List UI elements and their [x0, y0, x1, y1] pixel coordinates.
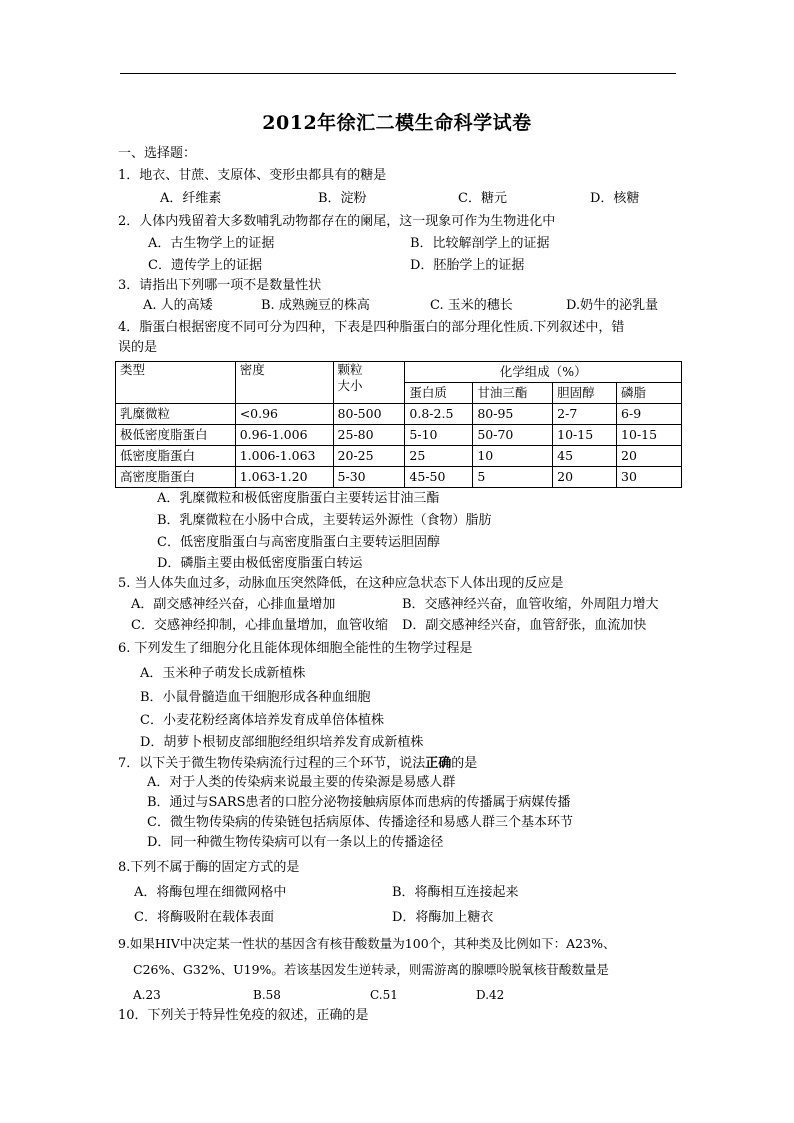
- q4-option-a[interactable]: A．乳糜微粒和极低密度脂蛋白主要转运甘油三酯: [157, 491, 440, 506]
- table-cell: 50-70: [473, 425, 553, 446]
- q1-stem: 1．地衣、甘蔗、支原体、变形虫都具有的糖是: [118, 168, 387, 183]
- header-cholesterol: 胆固醇: [553, 383, 617, 404]
- q2-option-d[interactable]: D．胚胎学上的证据: [410, 258, 525, 273]
- q3-option-d[interactable]: D.奶牛的泌乳量: [566, 298, 659, 313]
- q6-option-c[interactable]: C．小麦花粉经离体培养发育成单倍体植株: [140, 713, 384, 728]
- table-cell: 45-50: [405, 467, 473, 488]
- q7-option-c[interactable]: C．微生物传染病的传染链包括病原体、传播途径和易感人群三个基本环节: [147, 815, 573, 830]
- table-cell: 0.96-1.006: [235, 425, 333, 446]
- q8-option-b[interactable]: B．将酶相互连接起来: [392, 885, 519, 900]
- table-cell: 10-15: [617, 425, 682, 446]
- q7-option-d[interactable]: D．同一种微生物传染病可以有一条以上的传播途径: [147, 835, 444, 850]
- table-cell: 低密度脂蛋白: [116, 446, 236, 467]
- table-cell: 5-30: [333, 467, 405, 488]
- header-size-line1: 颗粒: [337, 362, 363, 377]
- page-title: 2012年徐汇二模生命科学试卷: [262, 112, 532, 134]
- q4-stem-line1: 4．脂蛋白根据密度不同可分为四种，下表是四种脂蛋白的部分理化性质.下列叙述中，错: [118, 320, 625, 335]
- table-cell: 80-95: [473, 404, 553, 425]
- section-heading: 一、选择题：: [118, 146, 197, 161]
- q8-option-d[interactable]: D．将酶加上糖衣: [392, 910, 494, 925]
- table-cell: 20-25: [333, 446, 405, 467]
- q5-option-c[interactable]: C．交感神经抑制，心排血量增加，血管收缩: [131, 618, 388, 633]
- table-cell: 25: [405, 446, 473, 467]
- header-density: 密度: [235, 362, 333, 404]
- q6-option-b[interactable]: B．小鼠骨髓造血干细胞形成各种血细胞: [140, 690, 371, 705]
- q3-stem: 3．请指出下列哪一项不是数量性状: [118, 278, 322, 293]
- table-cell: 6-9: [617, 404, 682, 425]
- q3-option-c[interactable]: C. 玉米的穗长: [430, 298, 513, 313]
- q2-option-a[interactable]: A．古生物学上的证据: [148, 236, 275, 251]
- table-cell: 极低密度脂蛋白: [116, 425, 236, 446]
- table-cell: 20: [617, 446, 682, 467]
- q9-option-d[interactable]: D.42: [476, 988, 505, 1002]
- table-row: [116, 425, 682, 446]
- q7-stem-part1: 7．以下关于微生物传染病流行过程的三个环节，说法: [118, 756, 426, 771]
- header-phospholipid: 磷脂: [617, 383, 682, 404]
- q4-option-d[interactable]: D．磷脂主要由极低密度脂蛋白转运: [157, 556, 363, 571]
- header-type: 类型: [116, 362, 236, 404]
- header-rule: [120, 73, 676, 74]
- table-row: [116, 467, 682, 488]
- q6-option-d[interactable]: D．胡萝卜根韧皮部细胞经组织培养发育成新植株: [140, 735, 424, 750]
- table-cell: 0.8-2.5: [405, 404, 473, 425]
- table-row: [116, 446, 682, 467]
- q3-option-a[interactable]: A. 人的高矮: [143, 298, 213, 313]
- header-protein: 蛋白质: [405, 383, 473, 404]
- q7-stem: [118, 756, 477, 772]
- q5-option-b[interactable]: B．交感神经兴奋，血管收缩，外周阻力增大: [402, 597, 659, 612]
- q5-stem: 5. 当人体失血过多，动脉血压突然降低，在这种应急状态下人体出现的反应是: [118, 576, 564, 591]
- table-cell: 25-80: [333, 425, 405, 446]
- table-cell: 1.006-1.063: [235, 446, 333, 467]
- q4-option-c[interactable]: C．低密度脂蛋白与高密度脂蛋白主要转运胆固醇: [157, 535, 440, 550]
- header-particle-size: [333, 362, 405, 404]
- q8-option-a[interactable]: A．将酶包埋在细微网格中: [134, 885, 287, 900]
- q9-option-c[interactable]: C.51: [370, 988, 398, 1002]
- table-cell: 5-10: [405, 425, 473, 446]
- table-cell: <0.96: [235, 404, 333, 425]
- q6-stem: 6. 下列发生了细胞分化且能体现体细胞全能性的生物学过程是: [118, 641, 473, 656]
- q9-option-a[interactable]: A.23: [133, 988, 161, 1002]
- table-row: [116, 404, 682, 425]
- q1-option-c[interactable]: C．糖元: [458, 191, 507, 206]
- table-cell: 30: [617, 467, 682, 488]
- lipoprotein-table: [115, 361, 682, 488]
- q4-stem-line2: 误的是: [118, 340, 158, 355]
- q8-option-c[interactable]: C．将酶吸附在载体表面: [134, 910, 274, 925]
- q10-stem: 10．下列关于特异性免疫的叙述，正确的是: [118, 1008, 369, 1023]
- q6-option-a[interactable]: A．玉米种子萌发长成新植株: [140, 666, 306, 681]
- table-cell: 5: [473, 467, 553, 488]
- q8-stem: 8.下列不属于酶的固定方式的是: [118, 860, 300, 875]
- table-cell: 80-500: [333, 404, 405, 425]
- header-chemical-composition: 化学组成（%）: [405, 362, 682, 383]
- q3-option-b[interactable]: B. 成熟豌豆的株高: [261, 298, 370, 313]
- q5-option-a[interactable]: A．副交感神经兴奋，心排血量增加: [131, 597, 336, 612]
- q5-option-d[interactable]: D．副交感神经兴奋，血管舒张，血流加快: [402, 618, 647, 633]
- q1-option-a[interactable]: A．纤维素: [160, 191, 222, 206]
- q7-option-a[interactable]: A．对于人类的传染病来说最主要的传染源是易感人群: [147, 775, 456, 790]
- q9-stem-line1: 9.如果HIV中决定某一性状的基因含有核苷酸数量为100个，其种类及比例如下：A23%、: [118, 936, 616, 951]
- q7-option-b[interactable]: B．通过与SARS患者的口腔分泌物接触病原体而患病的传播属于病媒传播: [147, 795, 571, 810]
- header-triglyceride: 甘油三酯: [473, 383, 553, 404]
- q2-option-c[interactable]: C．遗传学上的证据: [148, 258, 262, 273]
- table-cell: 10: [473, 446, 553, 467]
- table-cell: 20: [553, 467, 617, 488]
- table-cell: 高密度脂蛋白: [116, 467, 236, 488]
- q9-option-b[interactable]: B.58: [253, 988, 281, 1002]
- table-cell: 2-7: [553, 404, 617, 425]
- q7-stem-part2: 的是: [451, 756, 478, 771]
- q1-option-b[interactable]: B．淀粉: [318, 191, 367, 206]
- table-cell: 1.063-1.20: [235, 467, 333, 488]
- q7-stem-emphasis: 正确: [425, 756, 452, 771]
- q2-option-b[interactable]: B．比较解剖学上的证据: [410, 236, 550, 251]
- q9-stem-line2: C26%、G32%、U19%。若该基因发生逆转录，则需游离的腺嘌呤脱氧核苷酸数量是: [133, 962, 609, 977]
- q4-option-b[interactable]: B．乳糜微粒在小肠中合成，主要转运外源性（食物）脂肪: [157, 513, 492, 528]
- q2-stem: 2．人体内残留着大多数哺乳动物都存在的阑尾，这一现象可作为生物进化中: [118, 214, 556, 229]
- table-cell: 45: [553, 446, 617, 467]
- q1-option-d[interactable]: D．核糖: [590, 191, 640, 206]
- table-cell: 10-15: [553, 425, 617, 446]
- table-cell: 乳糜微粒: [116, 404, 236, 425]
- header-size-line2: 大小: [337, 378, 363, 393]
